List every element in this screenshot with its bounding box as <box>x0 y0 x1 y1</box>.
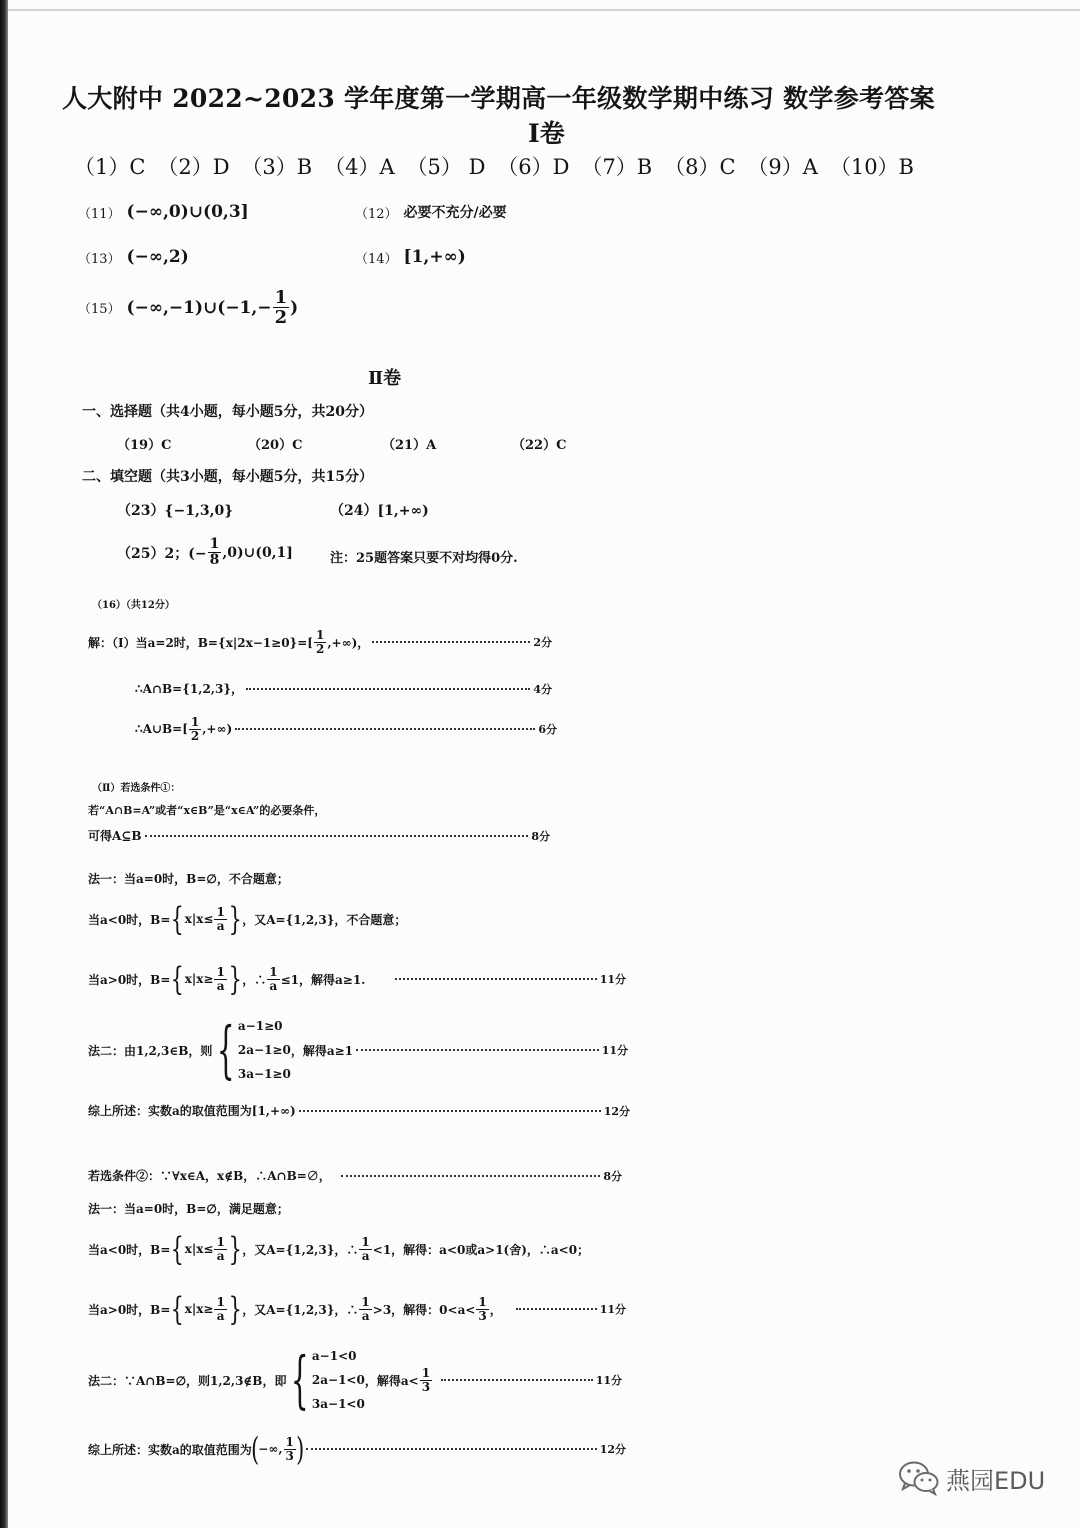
set-brace-right: } <box>228 1290 242 1328</box>
answer-value: [1,+∞) <box>403 247 466 267</box>
answer-value: ,0)∪(0,1] <box>222 544 293 561</box>
system-row: 3a−1<0 <box>311 1397 365 1411</box>
fraction-numerator: 1 <box>361 1294 370 1309</box>
solution-text: 当a<0时，B= <box>88 1242 171 1257</box>
solution-text: 若“A∩B=A”或者“x∈B”是“x∈A”的必要条件， <box>88 804 326 817</box>
dotted-leader <box>516 1308 597 1310</box>
part1-choice-answers <box>74 151 914 181</box>
fraction-denominator: 2 <box>190 728 200 743</box>
scan-top-line <box>8 9 1080 11</box>
set-brace-left: { <box>170 1230 185 1268</box>
option-1-heading: （Ⅱ）若选条件①： <box>92 783 181 794</box>
paren-left: ( <box>250 1430 260 1468</box>
solution-line <box>88 1013 628 1087</box>
question-label: （14） <box>355 251 398 267</box>
paren-right: ) <box>296 1430 305 1468</box>
fraction-denominator: 3 <box>421 1379 431 1394</box>
solution-text: x|x≥ <box>184 1302 214 1316</box>
fraction-denominator: a <box>216 978 225 993</box>
answer-14 <box>355 247 466 267</box>
answer-value: 2；(− <box>164 545 207 562</box>
fraction-numerator: 1 <box>361 1234 370 1249</box>
solution-line <box>88 1102 630 1119</box>
dotted-leader <box>395 978 596 980</box>
choice-answer: （3）B <box>241 155 313 179</box>
answer-15 <box>78 288 298 328</box>
solution-line <box>88 870 289 887</box>
dotted-leader <box>306 1448 596 1450</box>
system-rows <box>238 1014 291 1086</box>
fraction-numerator: 1 <box>216 1234 225 1249</box>
choice-answer: （2）D <box>157 155 230 179</box>
watermark-text: 燕园EDU <box>946 1466 1046 1495</box>
fraction-numerator: 1 <box>285 1434 294 1449</box>
solution-line <box>135 680 552 697</box>
system-row: 3a−1≥0 <box>237 1067 291 1081</box>
fraction <box>359 1296 371 1323</box>
wechat-icon <box>898 1460 940 1496</box>
solution-text: ，又A={1,2,3}，∴ <box>242 1242 359 1257</box>
scan-edge <box>0 0 8 1528</box>
inequality-system <box>212 1013 290 1087</box>
set-brace-right: } <box>228 1230 242 1268</box>
solution-text: 若选条件②：∵∀x∈A，x∉B，∴A∩B=∅， <box>88 1169 331 1183</box>
score-points: 6分 <box>538 723 557 737</box>
choice-answer: （5） D <box>406 155 486 179</box>
set-brace-right: } <box>228 960 242 998</box>
solution-text: ,+∞) <box>202 722 233 737</box>
choice-answer: （1）C <box>74 155 146 179</box>
fraction-denominator: a <box>269 978 278 993</box>
score-points: 8分 <box>531 829 550 843</box>
answer-value: 必要不充分/必要 <box>403 205 507 221</box>
solution-text: −∞, <box>258 1442 283 1456</box>
fraction-denominator: 3 <box>285 1448 294 1463</box>
solution-line <box>88 802 325 818</box>
fraction <box>214 1296 226 1323</box>
solution-text: x|x≤ <box>184 912 214 926</box>
dotted-leader <box>441 1379 593 1381</box>
solution-text: ，解得a< <box>364 1373 419 1388</box>
score-points: 12分 <box>603 1104 630 1118</box>
section-heading-choice: 一、选择题（共4小题，每小题5分，共20分） <box>82 404 373 420</box>
section-heading-fill: 二、填空题（共3小题，每小题5分，共15分） <box>82 469 373 485</box>
fraction-denominator: 2 <box>274 307 288 329</box>
solution-text: <1，解得：a<0或a>1(舍)，∴a<0； <box>372 1242 590 1257</box>
set-brace-right: } <box>228 900 242 938</box>
solution-line <box>88 959 626 999</box>
solution-text: ， <box>489 1302 502 1317</box>
solution-text: 法一：当a=0时，B=∅，不合题意； <box>88 872 289 886</box>
solution-line <box>88 1167 622 1184</box>
part1-heading: Ⅰ卷 <box>528 119 565 148</box>
question-label: （25） <box>117 545 165 562</box>
choice-answer: （10）B <box>829 155 914 179</box>
score-points: 2分 <box>533 636 552 650</box>
score-points: 4分 <box>533 682 552 696</box>
fraction-denominator: 3 <box>478 1308 487 1323</box>
fraction-numerator: 1 <box>216 1294 225 1309</box>
choice-answer: （7）B <box>581 155 653 179</box>
fraction-numerator: 1 <box>274 287 288 308</box>
fraction-numerator: 1 <box>216 964 225 979</box>
score-points: 11分 <box>599 1303 626 1316</box>
solution-text: ∴A∪B=[ <box>135 722 188 737</box>
fraction <box>476 1296 488 1323</box>
question-label: （13） <box>78 251 121 267</box>
fraction-numerator: 1 <box>209 536 220 552</box>
solution-text: 综上所述：实数a的取值范围为 <box>88 1442 252 1457</box>
solution-line <box>135 716 557 743</box>
fraction <box>273 288 290 328</box>
choice-answer: （21）A <box>382 438 437 453</box>
fraction <box>189 716 201 743</box>
choice-answer: （20）C <box>248 438 303 453</box>
dotted-leader <box>299 1110 601 1112</box>
choice-answer: （4）A <box>324 155 395 179</box>
solution-line <box>88 1289 626 1329</box>
fraction-denominator: a <box>216 918 225 933</box>
score-points: 8分 <box>603 1169 622 1183</box>
fraction-denominator: 8 <box>209 552 220 569</box>
choice-answer: （8）C <box>664 155 736 179</box>
fraction <box>214 966 226 993</box>
fraction-denominator: a <box>216 1308 225 1323</box>
solution-text: 法二：∵A∩B=∅，则1,2,3∉B，即 <box>88 1373 287 1388</box>
solution-line <box>88 1343 622 1417</box>
set-brace-left: { <box>170 900 185 938</box>
solution-text: 综上所述：实数a的取值范围为[1,+∞) <box>88 1104 296 1118</box>
answer-value: (−∞,2) <box>126 247 189 267</box>
solution-text: 当a>0时，B= <box>88 1302 171 1317</box>
score-points: 11分 <box>595 1374 622 1387</box>
solution-text: ，又A={1,2,3}，不合题意； <box>242 912 407 927</box>
answer-13 <box>78 247 189 267</box>
answer-value: (−∞,−1)∪(−1,− <box>126 297 272 318</box>
choice-answer: （19）C <box>117 438 172 453</box>
note-text: 注：25题答案只要不对均得0分. <box>330 551 518 566</box>
solution-text: >3，解得：0<a< <box>372 1302 476 1317</box>
fraction <box>314 629 326 656</box>
fraction-numerator: 1 <box>478 1294 487 1309</box>
solution-line <box>88 1229 589 1269</box>
solution-text: 当a>0时，B= <box>88 972 171 987</box>
document-title: 人大附中 2022~2023 学年度第一学期高一年级数学期中练习 数学参考答案 <box>62 84 935 113</box>
system-row: 2a−1<0 <box>311 1373 365 1387</box>
fraction-numerator: 1 <box>421 1365 431 1380</box>
fraction-denominator: a <box>361 1308 370 1323</box>
dotted-leader <box>246 688 530 690</box>
solution-text: ∴A∩B={1,2,3}， <box>135 682 244 696</box>
inequality-system <box>286 1343 364 1417</box>
solution-text: x|x≥ <box>184 972 214 986</box>
fraction-denominator: 2 <box>316 641 325 656</box>
dotted-leader <box>145 835 529 837</box>
system-brace: { <box>291 1343 310 1416</box>
solution-text: ，又A={1,2,3}，∴ <box>242 1302 359 1317</box>
choice-answer: （9）A <box>747 155 818 179</box>
solution-line <box>88 899 406 939</box>
answer-value: ) <box>290 297 299 318</box>
dotted-leader <box>356 1049 599 1051</box>
solution-text: ≤1，解得a≥1. <box>280 972 366 987</box>
fraction <box>214 1236 226 1263</box>
answer-11 <box>78 202 249 222</box>
fraction-denominator: a <box>216 1248 225 1263</box>
choice-answer: （6）D <box>497 155 570 179</box>
system-row: a−1≥0 <box>237 1019 283 1033</box>
solution-text: 法一：当a=0时，B=∅，满足题意； <box>88 1202 289 1216</box>
fraction <box>359 1236 371 1263</box>
question-16-header: （16）（共12分） <box>92 600 175 611</box>
solution-text: 当a<0时，B= <box>88 912 171 927</box>
solution-text: 法二：由1,2,3∈B，则 <box>88 1043 213 1058</box>
watermark <box>898 1460 1045 1496</box>
answer-25 <box>117 537 293 568</box>
solution-line <box>88 1200 289 1217</box>
dotted-leader <box>341 1175 601 1177</box>
fraction-denominator: a <box>361 1248 370 1263</box>
fraction <box>284 1436 296 1463</box>
dotted-leader <box>372 641 530 643</box>
fraction <box>214 906 226 933</box>
fraction-numerator: 1 <box>269 964 278 979</box>
answer-23: （23）{−1,3,0} <box>117 503 234 519</box>
fraction-numerator: 1 <box>216 904 225 919</box>
score-points: 11分 <box>599 973 626 986</box>
solution-text: x|x≤ <box>184 1242 214 1256</box>
set-brace-left: { <box>170 1290 185 1328</box>
solution-line <box>88 827 550 844</box>
score-points: 11分 <box>601 1044 628 1057</box>
fraction-numerator: 1 <box>190 715 200 729</box>
solution-line <box>88 1429 626 1469</box>
question-label: （11） <box>78 206 121 222</box>
system-brace: { <box>217 1013 236 1086</box>
fraction <box>267 966 279 993</box>
part2-heading: Ⅱ卷 <box>368 368 402 389</box>
solution-text: ，解得a≥1 <box>290 1043 354 1058</box>
solution-text: ，∴ <box>242 972 267 987</box>
system-rows <box>312 1344 365 1416</box>
solution-text: ,+∞)， <box>327 635 370 650</box>
dotted-leader <box>235 728 535 730</box>
fraction-numerator: 1 <box>316 628 325 642</box>
answer-24: （24）[1,+∞) <box>330 503 429 519</box>
answer-12 <box>355 202 507 222</box>
choice-answer: （22）C <box>512 438 567 453</box>
question-label: （15） <box>78 302 121 318</box>
system-row: a−1<0 <box>311 1349 357 1363</box>
solution-text: 可得A⊆B <box>88 829 142 843</box>
system-row: 2a−1≥0 <box>237 1043 291 1057</box>
solution-line <box>88 629 552 656</box>
score-points: 12分 <box>599 1443 626 1456</box>
set-brace-left: { <box>170 960 185 998</box>
answer-value: (−∞,0)∪(0,3] <box>126 202 249 222</box>
fraction <box>208 537 222 568</box>
solution-text: 解：（Ⅰ）当a=2时，B={x|2x−1≥0}=[ <box>88 635 313 650</box>
fraction <box>420 1367 432 1394</box>
question-label: （12） <box>355 206 398 222</box>
